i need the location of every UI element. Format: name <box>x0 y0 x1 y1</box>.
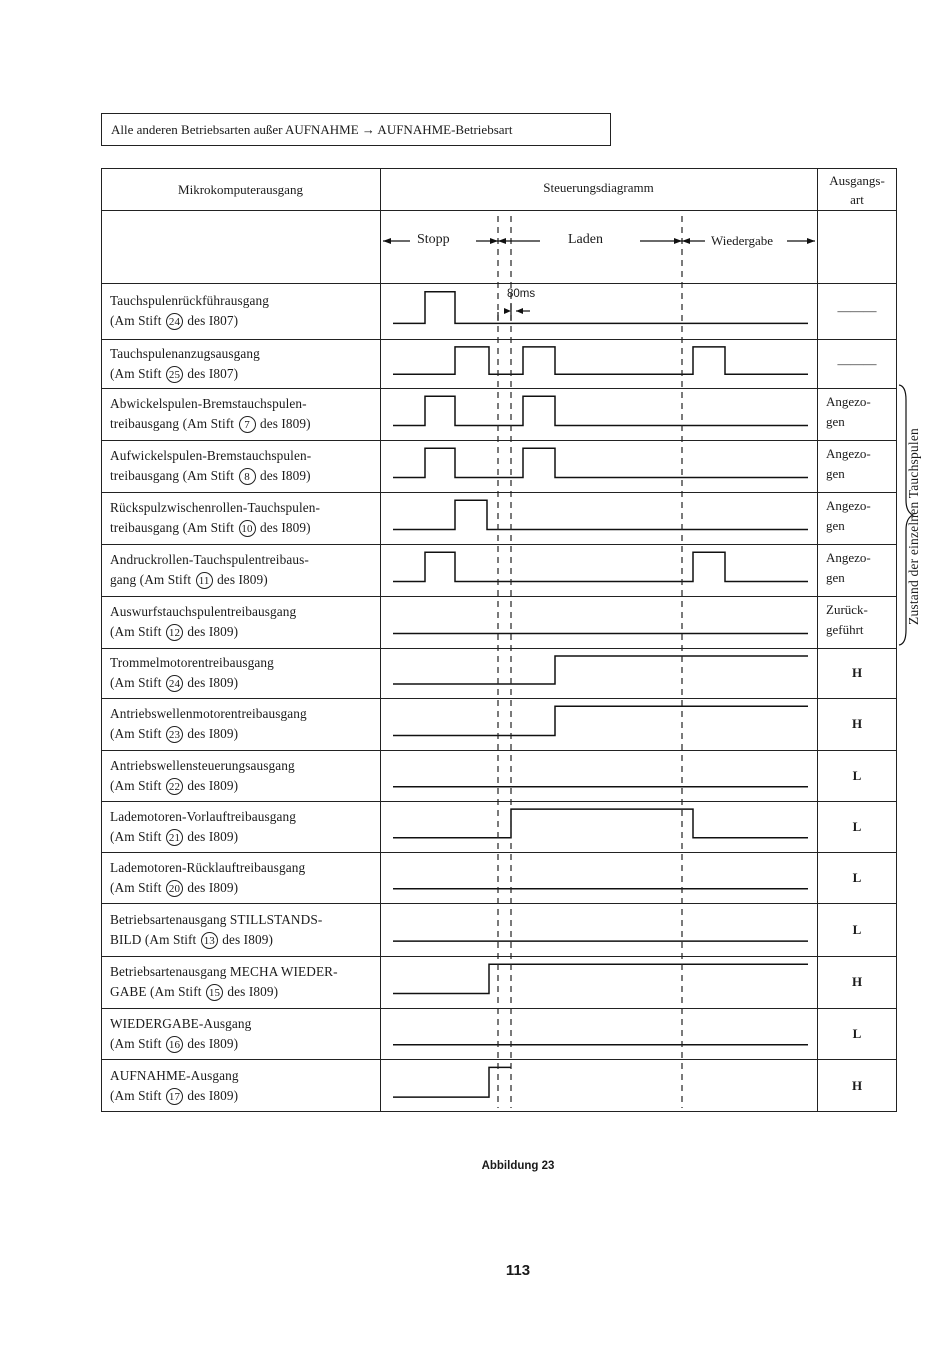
header-mode-line2: art <box>850 192 864 207</box>
row-separator <box>101 339 897 340</box>
waveform <box>393 500 808 529</box>
pin-suffix: des I809) <box>227 984 279 999</box>
arrow-head-icon <box>498 238 506 244</box>
waveform <box>393 292 808 324</box>
pin-prefix: BILD (Am Stift <box>110 931 197 947</box>
pin-suffix: des I809) <box>187 1087 239 1103</box>
pin-number-badge: 13 <box>201 932 218 949</box>
row-label-line1: Lademotoren-Rücklauftreibausgang <box>110 859 306 875</box>
pin-prefix: (Am Stift <box>110 624 162 639</box>
pin-suffix: des I809) <box>259 520 311 535</box>
pin-suffix: des I809) <box>187 828 239 844</box>
output-mode: Zurück- geführt <box>826 602 868 637</box>
pin-number-badge: 11 <box>196 572 213 589</box>
pin-suffix: des I809) <box>187 777 239 793</box>
pin-number-badge: 10 <box>239 520 256 537</box>
pin-prefix: (Am Stift <box>110 879 162 895</box>
pin-number-badge: 22 <box>166 778 183 795</box>
row-separator <box>101 596 897 597</box>
row-separator <box>101 1008 897 1009</box>
header-diagram: Steuerungsdiagramm <box>543 180 654 195</box>
row-separator <box>101 903 897 904</box>
pin-number-badge: 15 <box>206 984 223 1001</box>
pin-suffix: des I807) <box>187 365 239 381</box>
waveform <box>393 964 808 993</box>
pin-suffix: des I807) <box>187 313 239 328</box>
pin-number-badge: 24 <box>166 313 183 330</box>
pin-prefix: treibausgang (Am Stift <box>110 416 235 431</box>
row-label-line1: AUFNAHME-Ausgang <box>110 1067 239 1083</box>
page-number: 113 <box>505 1262 531 1279</box>
pin-prefix: (Am Stift <box>110 1035 162 1051</box>
delay-label: 80ms <box>507 288 536 300</box>
row-separator <box>101 492 897 493</box>
pin-prefix: gang (Am Stift <box>110 572 192 587</box>
pin-suffix: des I809) <box>187 675 239 690</box>
waveform <box>393 448 808 477</box>
header-mode-line1: Ausgangs- <box>829 173 885 188</box>
output-level: L <box>852 921 862 937</box>
pin-number-badge: 21 <box>166 829 183 846</box>
row-separator <box>101 852 897 853</box>
row-separator <box>101 956 897 957</box>
row-label-line1: Tauchspulenrückführausgang <box>110 293 269 308</box>
output-mode: Angezo- gen <box>826 498 871 533</box>
pin-suffix: des I809) <box>187 1035 239 1051</box>
pin-number-badge: 12 <box>166 624 183 641</box>
pin-prefix: (Am Stift <box>110 365 162 381</box>
row-label-line1: Aufwickelspulen-Bremstauchspulen- <box>110 448 312 463</box>
side-label: Zustand der einzelnen Tauchspulen <box>906 428 921 625</box>
header-output: Mikrokomputerausgang <box>178 182 303 197</box>
row-separator <box>101 698 897 699</box>
row-label-line1: Auswurfstauchspulentreibausgang <box>110 604 297 619</box>
mode-heading: Alle anderen Betriebsarten außer AUFNAHME → AUFNAHME-Betriebsart <box>111 122 513 137</box>
pin-suffix: des I809) <box>187 624 239 639</box>
pin-suffix: des I809) <box>259 416 311 431</box>
pin-number-badge: 23 <box>166 726 183 743</box>
output-level: H <box>851 974 863 989</box>
output-level: L <box>852 1025 862 1041</box>
row-label-line1: WIEDERGABE-Ausgang <box>110 1015 252 1031</box>
row-label-line1: Trommelmotorentreibausgang <box>110 655 274 670</box>
output-mode: Angezo- gen <box>826 394 871 429</box>
pin-number-badge: 7 <box>239 416 256 433</box>
pin-suffix: des I809) <box>259 468 311 483</box>
pin-number-badge: 25 <box>166 366 183 383</box>
arrow-head-icon <box>807 238 815 244</box>
arrow-head-icon <box>383 238 391 244</box>
header-separator <box>101 210 897 211</box>
waveform <box>393 1067 511 1097</box>
output-level: H <box>851 1077 863 1093</box>
output-level: H <box>851 716 863 731</box>
row-label-line1: Abwickelspulen-Bremstauchspulen- <box>110 396 307 411</box>
pin-number-badge: 24 <box>166 675 183 692</box>
pin-prefix: (Am Stift <box>110 828 162 844</box>
row-label-line1: Lademotoren-Vorlauftreibausgang <box>110 808 296 824</box>
pin-prefix: treibausgang (Am Stift <box>110 468 235 483</box>
arrow-head-icon <box>490 238 498 244</box>
waveform <box>393 347 808 374</box>
timeline-load-label: Laden <box>565 232 606 248</box>
waveform <box>393 656 808 684</box>
timeline-play-label: Wiedergabe <box>708 233 776 249</box>
pin-prefix: treibausgang (Am Stift <box>110 520 235 535</box>
row-label-line1: Antriebswellensteuerungsausgang <box>110 757 295 773</box>
output-level: H <box>851 665 863 680</box>
row-separator <box>101 388 897 389</box>
pin-prefix: (Am Stift <box>110 726 162 741</box>
pin-suffix: des I809) <box>187 726 239 741</box>
row-separator <box>101 1059 897 1060</box>
arrow-head-icon <box>674 238 682 244</box>
pin-suffix: des I809) <box>187 879 239 895</box>
row-label-line1: Betriebsartenausgang STILLSTANDS- <box>110 911 323 927</box>
pin-number-badge: 20 <box>166 880 183 897</box>
row-separator <box>101 648 897 649</box>
output-level: L <box>852 767 862 783</box>
pin-number-badge: 16 <box>166 1036 183 1053</box>
row-separator <box>101 544 897 545</box>
arrow-head-icon <box>516 308 523 314</box>
row-separator <box>101 750 897 751</box>
output-mode: ——— <box>837 355 877 371</box>
timeline-stop-label: Stopp <box>414 232 453 248</box>
output-level: L <box>852 869 862 885</box>
pin-number-badge: 17 <box>166 1088 183 1105</box>
row-label-line1: Antriebswellenmotorentreibausgang <box>110 706 307 721</box>
output-level: L <box>852 818 862 834</box>
pin-prefix: (Am Stift <box>110 675 162 690</box>
arrow-head-icon <box>682 238 690 244</box>
waveform <box>393 396 808 425</box>
figure-caption: Abbildung 23 <box>481 1160 555 1172</box>
waveform <box>393 706 808 735</box>
output-mode: Angezo- gen <box>826 550 871 585</box>
waveform <box>393 552 808 581</box>
pin-number-badge: 8 <box>239 468 256 485</box>
row-separator <box>101 440 897 441</box>
pin-prefix: (Am Stift <box>110 313 162 328</box>
pin-prefix: GABE (Am Stift <box>110 984 202 999</box>
output-mode: ——— <box>837 303 877 318</box>
row-label-line1: Betriebsartenausgang MECHA WIEDER- <box>110 964 338 979</box>
row-label-line1: Andruckrollen-Tauchspulentreibaus- <box>110 552 309 567</box>
waveform <box>393 809 808 838</box>
row-label-line1: Tauchspulenanzugsausgang <box>110 345 260 361</box>
row-separator <box>101 283 897 284</box>
output-mode: Angezo- gen <box>826 446 871 481</box>
row-separator <box>101 801 897 802</box>
row-label-line1: Rückspulzwischenrollen-Tauchspulen- <box>110 500 321 515</box>
pin-suffix: des I809) <box>217 572 268 587</box>
pin-prefix: (Am Stift <box>110 1087 162 1103</box>
pin-prefix: (Am Stift <box>110 777 162 793</box>
arrow-head-icon <box>504 308 511 314</box>
pin-suffix: des I809) <box>222 931 273 947</box>
